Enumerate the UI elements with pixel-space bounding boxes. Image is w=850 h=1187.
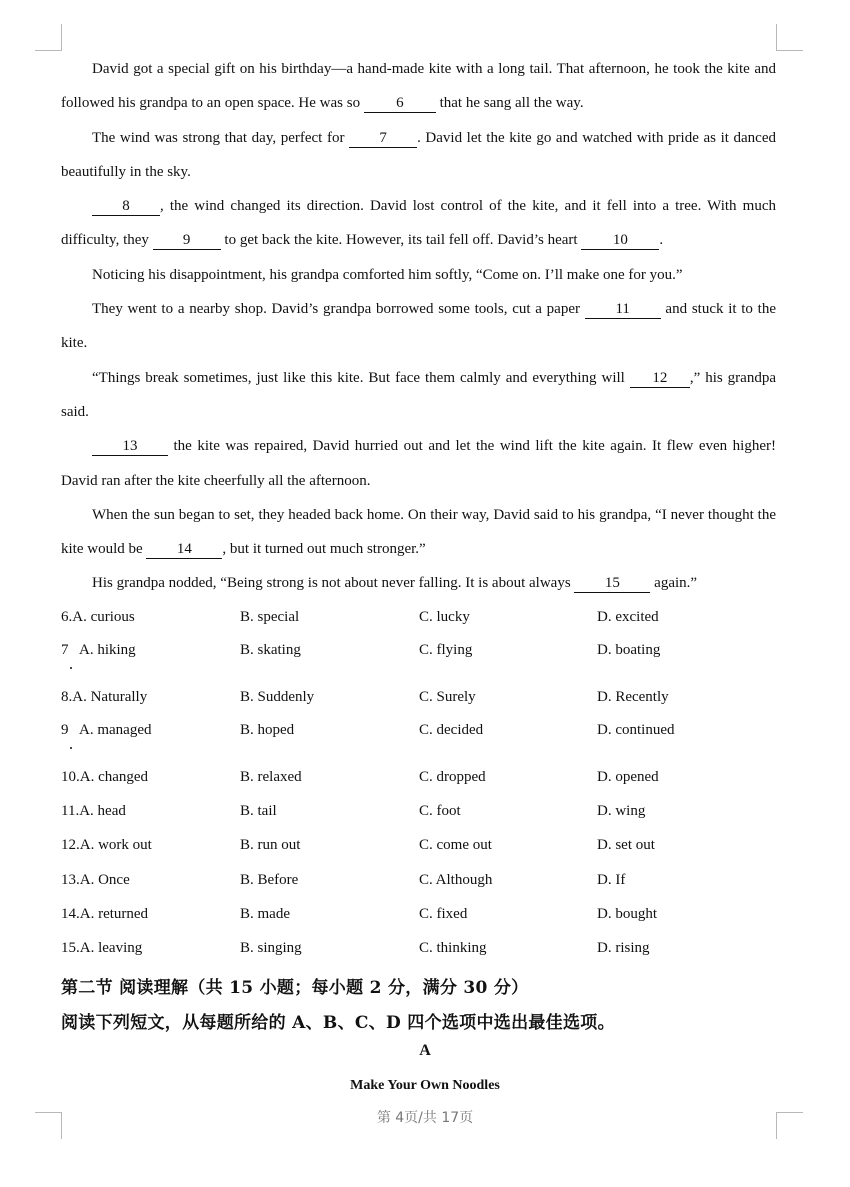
option-c: C. fixed xyxy=(419,906,468,922)
blank-7: 7 xyxy=(349,130,417,148)
option-a: A. curious xyxy=(72,609,135,625)
question-number: 15. xyxy=(61,940,80,956)
question-number: 11. xyxy=(61,803,80,819)
question-number: 13. xyxy=(61,872,80,888)
page-number: 第 4页/共 17页 xyxy=(376,1110,474,1126)
paragraph-8: When the sun began to set, they headed back home. On their way, David said to his grandpa, “I never thought the kite would be 14 , but it turned out much stronger.” xyxy=(61,506,776,558)
option-a: A. work out xyxy=(79,837,152,853)
option-b: B. relaxed xyxy=(240,769,302,785)
question-number: 9 xyxy=(61,722,69,738)
option-d: D. continued xyxy=(597,722,675,738)
option-b: B. Suddenly xyxy=(240,689,315,705)
option-a: A. head xyxy=(79,803,126,819)
paragraph-5: They went to a nearby shop. David’s grandpa borrowed some tools, cut a paper 11 and stuck it to the kite. xyxy=(61,301,776,352)
option-row-11 xyxy=(61,803,776,823)
option-row-9 xyxy=(61,722,776,742)
option-d: D. excited xyxy=(597,609,659,625)
blank-14: 14 xyxy=(146,541,222,559)
option-b: B. singing xyxy=(240,940,302,956)
question-number: 12. xyxy=(61,837,80,853)
paragraph-1: David got a special gift on his birthday—a hand-made kite with a long tail. That afternoon, he took the kite and followed his grandpa to an open space. He was so 6 that he sang all the way. xyxy=(61,61,776,112)
option-row-7 xyxy=(61,642,776,662)
blank-12: 12 xyxy=(630,370,690,388)
blank-11: 11 xyxy=(585,301,661,319)
option-d: D. Recently xyxy=(597,689,669,705)
number-dot xyxy=(70,667,72,669)
option-b: B. tail xyxy=(240,803,277,819)
paragraph-9: His grandpa nodded, “Being strong is not about never falling. It is about always 15 again.” xyxy=(92,575,698,592)
section-instruction: 阅读下列短文，从每题所给的 A、B、C、D 四个选项中选出最佳选项。 xyxy=(61,1013,615,1033)
option-d: D. set out xyxy=(597,837,655,853)
option-c: C. flying xyxy=(419,642,473,658)
cloze-passage xyxy=(61,52,776,601)
option-a: A. hiking xyxy=(79,642,136,658)
option-row-8 xyxy=(61,689,776,709)
number-dot xyxy=(70,747,72,749)
option-d: D. opened xyxy=(597,769,659,785)
blank-13: 13 xyxy=(92,438,168,456)
option-row-15 xyxy=(61,940,776,960)
question-number: 10. xyxy=(61,769,80,785)
option-c: C. foot xyxy=(419,803,461,819)
paragraph-4: Noticing his disappointment, his grandpa comforted him softly, “Come on. I’ll make one for you.” xyxy=(92,266,683,283)
option-c: C. decided xyxy=(419,722,484,738)
option-c: C. Surely xyxy=(419,689,476,705)
crop-mark-top-right xyxy=(776,24,803,51)
blank-8: 8 xyxy=(92,198,160,216)
option-d: D. bought xyxy=(597,906,657,922)
question-number: 7 xyxy=(61,642,69,658)
option-b: B. skating xyxy=(240,642,301,658)
option-b: B. hoped xyxy=(240,722,295,738)
question-number: 14. xyxy=(61,906,80,922)
option-a: A. returned xyxy=(79,906,149,922)
paragraph-6: “Things break sometimes, just like this kite. But face them calmly and everything will 12 ,” his grandpa said. xyxy=(61,369,776,420)
blank-15: 15 xyxy=(574,575,650,593)
option-a: A. leaving xyxy=(79,940,143,956)
question-number: 8. xyxy=(61,689,73,705)
option-d: D. wing xyxy=(597,803,646,819)
option-d: D. boating xyxy=(597,642,661,658)
blank-10: 10 xyxy=(581,232,659,250)
option-row-10 xyxy=(61,769,776,789)
option-c: C. come out xyxy=(419,837,492,853)
option-d: D. If xyxy=(597,872,626,888)
option-a: A. Once xyxy=(79,872,130,888)
option-c: C. lucky xyxy=(419,609,470,625)
option-b: B. Before xyxy=(240,872,299,888)
option-b: B. special xyxy=(240,609,300,625)
paragraph-7: 13 the kite was repaired, David hurried out and let the wind lift the kite again. It flew even higher! David ran after the kite cheerfully all the afternoon. xyxy=(61,438,776,489)
option-row-14 xyxy=(61,906,776,926)
option-c: C. Although xyxy=(419,872,493,888)
question-number: 6. xyxy=(61,609,73,625)
option-b: B. run out xyxy=(240,837,301,853)
option-a: A. Naturally xyxy=(72,689,148,705)
option-d: D. rising xyxy=(597,940,650,956)
option-a: A. managed xyxy=(79,722,152,738)
crop-mark-top-left xyxy=(35,24,62,51)
option-a: A. changed xyxy=(79,769,149,785)
option-row-12 xyxy=(61,837,776,857)
section-title: 第二节 阅读理解（共 15 小题；每小题 2 分，满分 30 分） xyxy=(61,978,529,998)
option-b: B. made xyxy=(240,906,290,922)
option-row-6 xyxy=(61,609,776,629)
blank-6: 6 xyxy=(364,95,436,113)
blank-9: 9 xyxy=(153,232,221,250)
option-c: C. thinking xyxy=(419,940,487,956)
paragraph-3: 8 , the wind changed its direction. David lost control of the kite, and it fell into a tree. With much difficulty, they 9 to get back the kite. However, its tail fell off. David’s heart 10 . xyxy=(61,198,776,249)
article-title: Make Your Own Noodles xyxy=(350,1078,500,1093)
part-label: A xyxy=(419,1042,431,1059)
paragraph-2: The wind was strong that day, perfect for 7 . David let the kite go and watched with pride as it danced beautifully in the sky. xyxy=(61,129,776,180)
option-c: C. dropped xyxy=(419,769,486,785)
option-row-13 xyxy=(61,872,776,892)
